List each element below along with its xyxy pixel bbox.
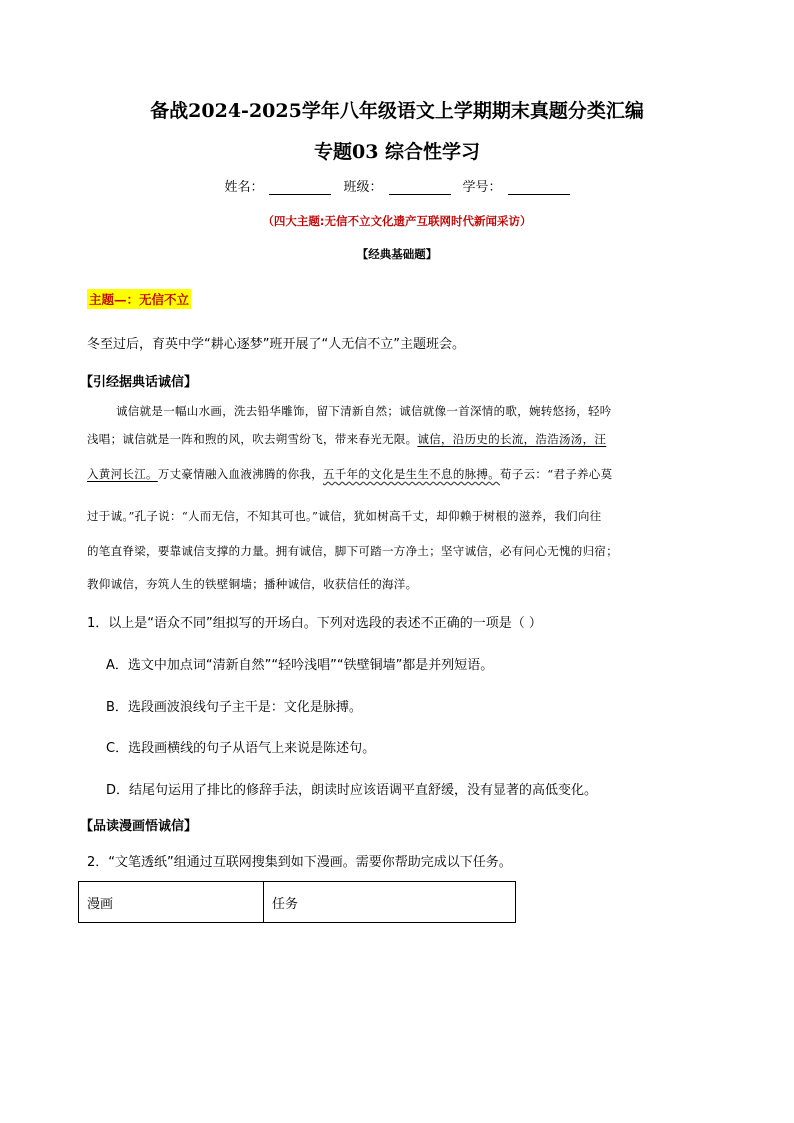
topic-intro: 冬至过后，育英中学“耕心逐梦”班开展了“人无信不立”主题班会。 (87, 337, 465, 352)
class-label: 班级： (343, 180, 383, 195)
passage-underlined-3: 入黄河长江。 (87, 467, 158, 481)
table-header-task: 任务 (264, 882, 516, 923)
passage-line-2a: 浅唱；诚信就是一阵和煦的风，吹去朔雪纷飞，带来春光无限。 (87, 432, 418, 446)
option-b: B．选段画波浪线句子主干是：文化是脉搏。 (106, 700, 362, 715)
passage-wavy-sentence: 五千年的文化是生生不息的脉搏。 (323, 467, 501, 481)
passage-underlined-2: 诚信，沿历史的长流，浩浩汤汤，汪 (417, 432, 607, 446)
topic-label: 主题—：无信不立 (87, 289, 191, 309)
question-2-stem: 2．“文笔透纸”组通过互联网搜集到如下漫画。需要你帮助完成以下任务。 (87, 855, 512, 870)
id-label: 学号： (462, 180, 502, 195)
themes-line: （四大主题:无信不立文化遗产互联网时代新闻采访） (262, 214, 532, 228)
comic-task-table (78, 881, 516, 923)
class-blank (389, 180, 451, 195)
passage-line-5: 的笔直脊梁，要靠诚信支撑的力量。拥有诚信，脚下可踏一方净土；坚守诚信，必有问心无愧的归宿； (87, 544, 618, 558)
option-a: A．选文中加点词“清新自然”“轻吟浅唱”“铁壁铜墙”都是并列短语。 (106, 658, 494, 673)
passage-line-1: 诚信就是一幅山水画，洗去铅华雕饰，留下清新自然；诚信就像一首深情的歌，婉转悠扬，轻吟 (116, 404, 612, 418)
name-blank (269, 180, 331, 195)
passage-line-4: 过于诚。”孔子说：“人而无信，不知其可也。”诚信，犹如树高千丈，却仰赖于树根的滋养，我们向往 (87, 509, 602, 523)
id-blank (508, 180, 570, 195)
passage-line-6: 教仰诚信，夯筑人生的铁壁铜墙；播种诚信，收获信任的海洋。 (87, 577, 418, 591)
document-title: 备战2024-2025学年八年级语文上学期期末真题分类汇编 (150, 100, 644, 122)
section-heading: 【经典基础题】 (356, 247, 438, 261)
name-label: 姓名： (224, 180, 264, 195)
subsection-quote-heading: 【引经据典话诚信】 (80, 375, 198, 390)
option-d: D．结尾句运用了排比的修辞手法，朗读时应该语调平直舒缓，没有显著的高低变化。 (106, 783, 598, 798)
question-1-stem: 1．以上是“语众不同”组拟写的开场白。下列对选段的表述不正确的一项是（ ） (87, 616, 542, 631)
document-subtitle: 专题03 综合性学习 (313, 141, 481, 163)
passage-line-3 (87, 466, 612, 482)
student-info-line (0, 176, 794, 195)
subsection-comic-heading: 【品读漫画悟诚信】 (80, 819, 198, 834)
passage-line-3b: 万丈豪情融入血液沸腾的你我， (157, 467, 324, 481)
option-c: C．选段画横线的句子从语气上来说是陈述句。 (106, 741, 376, 756)
passage-line-2 (87, 431, 606, 447)
table-header-comic: 漫画 (79, 882, 264, 923)
passage-line-3d: 荀子云：“君子养心莫 (500, 467, 613, 481)
table-row (79, 882, 516, 923)
